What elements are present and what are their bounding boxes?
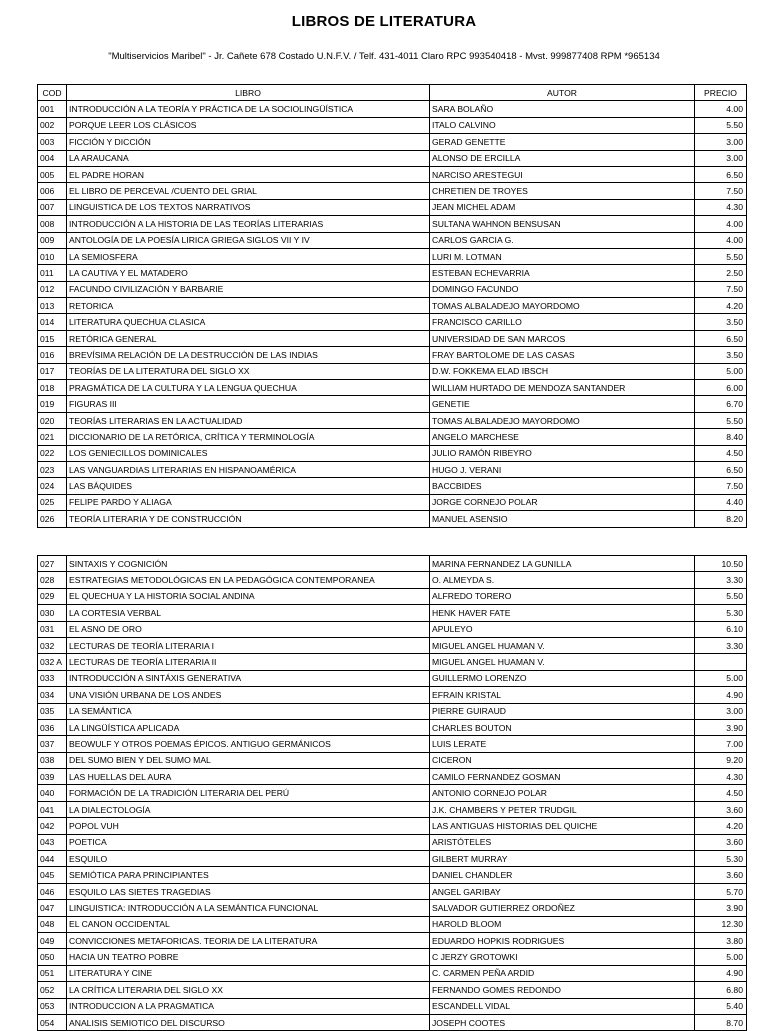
- cell-libro: LAS BÁQUIDES: [67, 478, 430, 494]
- document-title: LIBROS DE LITERATURA: [291, 13, 477, 30]
- cell-autor: C. CARMEN PEÑA ARDID: [430, 965, 695, 981]
- table-row: [38, 461, 747, 477]
- cell-libro: RETÓRICA GENERAL: [67, 330, 430, 346]
- cell-autor: UNIVERSIDAD DE SAN MARCOS: [430, 330, 695, 346]
- table-row: [38, 769, 747, 785]
- cell-libro: LINGUISTICA: INTRODUCCIÓN A LA SEMÁNTICA FUNCIONAL: [67, 900, 430, 916]
- cell-cod: 018: [38, 380, 67, 396]
- cell-precio: 5.00: [695, 949, 747, 965]
- table-row: [38, 588, 747, 604]
- cell-libro: ESQUILO: [67, 851, 430, 867]
- cell-precio: 4.30: [695, 199, 747, 215]
- table-row: [38, 478, 747, 494]
- cell-precio: 3.90: [695, 719, 747, 735]
- cell-libro: FORMACIÓN DE LA TRADICIÓN LITERARIA DEL PERÚ: [67, 785, 430, 801]
- cell-cod: 013: [38, 298, 67, 314]
- cell-precio: 4.00: [695, 101, 747, 117]
- cell-cod: 001: [38, 101, 67, 117]
- cell-libro: TEORÍA LITERARIA Y DE CONSTRUCCIÓN: [67, 511, 430, 527]
- cell-precio: 8.70: [695, 1014, 747, 1030]
- table-row: [38, 637, 747, 653]
- header-autor: AUTOR: [430, 85, 695, 101]
- cell-cod: 030: [38, 605, 67, 621]
- cell-autor: SULTANA WAHNON BENSUSAN: [430, 216, 695, 232]
- cell-autor: BACCBIDES: [430, 478, 695, 494]
- cell-autor: C JERZY GROTOWKI: [430, 949, 695, 965]
- table-row: [38, 670, 747, 686]
- cell-cod: 022: [38, 445, 67, 461]
- cell-precio: 3.60: [695, 834, 747, 850]
- cell-libro: LAS VANGUARDIAS LITERARIAS EN HISPANOAMÉRICA: [67, 461, 430, 477]
- cell-autor: FERNANDO GOMES REDONDO: [430, 982, 695, 998]
- table-row: [38, 785, 747, 801]
- cell-cod: 032 A: [38, 654, 67, 670]
- cell-cod: 040: [38, 785, 67, 801]
- cell-precio: 6.10: [695, 621, 747, 637]
- cell-libro: PRAGMÁTICA DE LA CULTURA Y LA LENGUA QUECHUA: [67, 380, 430, 396]
- cell-cod: 035: [38, 703, 67, 719]
- table-header-row: [38, 85, 747, 101]
- book-table-1-body: [38, 101, 747, 527]
- cell-libro: SINTAXIS Y COGNICIÓN: [67, 556, 430, 572]
- cell-precio: 3.00: [695, 134, 747, 150]
- cell-autor: ARISTÓTELES: [430, 834, 695, 850]
- cell-libro: CONVICCIONES METAFORICAS. TEORIA DE LA LITERATURA: [67, 932, 430, 948]
- cell-precio: 4.40: [695, 494, 747, 510]
- table-row: [38, 654, 747, 670]
- cell-precio: 10.50: [695, 556, 747, 572]
- cell-cod: 049: [38, 932, 67, 948]
- cell-precio: 8.20: [695, 511, 747, 527]
- cell-precio: 4.20: [695, 298, 747, 314]
- cell-precio: 3.80: [695, 932, 747, 948]
- cell-libro: EL QUECHUA Y LA HISTORIA SOCIAL ANDINA: [67, 588, 430, 604]
- cell-autor: ANGELO MARCHESE: [430, 429, 695, 445]
- cell-libro: LINGUISTICA DE LOS TEXTOS NARRATIVOS: [67, 199, 430, 215]
- table-row: [38, 117, 747, 133]
- cell-cod: 031: [38, 621, 67, 637]
- cell-cod: 047: [38, 900, 67, 916]
- cell-libro: TEORÍAS LITERARIAS EN LA ACTUALIDAD: [67, 412, 430, 428]
- cell-cod: 036: [38, 719, 67, 735]
- book-table-2: [37, 555, 747, 1031]
- table-row: [38, 752, 747, 768]
- cell-precio: 5.50: [695, 248, 747, 264]
- cell-autor: CHARLES BOUTON: [430, 719, 695, 735]
- cell-precio: 5.00: [695, 363, 747, 379]
- cell-cod: 020: [38, 412, 67, 428]
- cell-libro: LA SEMÁNTICA: [67, 703, 430, 719]
- cell-cod: 012: [38, 281, 67, 297]
- cell-libro: FIGURAS III: [67, 396, 430, 412]
- table-row: [38, 396, 747, 412]
- book-table-2-body: [38, 556, 747, 1031]
- cell-precio: 5.70: [695, 883, 747, 899]
- table-row: [38, 330, 747, 346]
- cell-precio: 5.50: [695, 412, 747, 428]
- table-row: [38, 380, 747, 396]
- cell-cod: 009: [38, 232, 67, 248]
- cell-cod: 041: [38, 801, 67, 817]
- cell-cod: 010: [38, 248, 67, 264]
- table-row: [38, 298, 747, 314]
- table-row: [38, 818, 747, 834]
- cell-libro: INTRODUCCION A LA PRAGMATICA: [67, 998, 430, 1014]
- table-row: [38, 412, 747, 428]
- cell-libro: ESTRATEGIAS METODOLÓGICAS EN LA PEDAGÓGICA CONTEMPORANEA: [67, 572, 430, 588]
- cell-precio: 4.90: [695, 687, 747, 703]
- cell-autor: MIGUEL ANGEL HUAMAN V.: [430, 654, 695, 670]
- cell-precio: 5.30: [695, 851, 747, 867]
- table-row: [38, 183, 747, 199]
- cell-cod: 002: [38, 117, 67, 133]
- table-row: [38, 572, 747, 588]
- table-row: [38, 801, 747, 817]
- cell-autor: CARLOS GARCIA G.: [430, 232, 695, 248]
- cell-libro: LA CAUTIVA Y EL MATADERO: [67, 265, 430, 281]
- cell-autor: JULIO RAMÓN RIBEYRO: [430, 445, 695, 461]
- cell-libro: UNA VISIÓN URBANA DE LOS ANDES: [67, 687, 430, 703]
- cell-autor: MANUEL ASENSIO: [430, 511, 695, 527]
- table-row: [38, 900, 747, 916]
- cell-precio: 6.50: [695, 330, 747, 346]
- cell-precio: 5.40: [695, 998, 747, 1014]
- cell-precio: 4.20: [695, 818, 747, 834]
- table-row: [38, 834, 747, 850]
- cell-libro: HACIA UN TEATRO POBRE: [67, 949, 430, 965]
- cell-libro: RETORICA: [67, 298, 430, 314]
- header-precio: PRECIO: [695, 85, 747, 101]
- cell-autor: HUGO J. VERANI: [430, 461, 695, 477]
- cell-cod: 032: [38, 637, 67, 653]
- cell-libro: BREVÍSIMA RELACIÓN DE LA DESTRUCCIÓN DE LAS INDIAS: [67, 347, 430, 363]
- cell-autor: CAMILO FERNANDEZ GOSMAN: [430, 769, 695, 785]
- cell-cod: 043: [38, 834, 67, 850]
- cell-cod: 026: [38, 511, 67, 527]
- cell-cod: 046: [38, 883, 67, 899]
- cell-autor: FRANCISCO CARILLO: [430, 314, 695, 330]
- cell-precio: 5.50: [695, 117, 747, 133]
- cell-cod: 045: [38, 867, 67, 883]
- cell-libro: ANALISIS SEMIOTICO DEL DISCURSO: [67, 1014, 430, 1030]
- cell-cod: 034: [38, 687, 67, 703]
- cell-autor: ALFREDO TORERO: [430, 588, 695, 604]
- table-row: [38, 199, 747, 215]
- cell-autor: JORGE CORNEJO POLAR: [430, 494, 695, 510]
- cell-cod: 014: [38, 314, 67, 330]
- cell-cod: 038: [38, 752, 67, 768]
- cell-libro: LA SEMIOSFERA: [67, 248, 430, 264]
- cell-autor: HENK HAVER FATE: [430, 605, 695, 621]
- cell-autor: WILLIAM HURTADO DE MENDOZA SANTANDER: [430, 380, 695, 396]
- cell-precio: 2.50: [695, 265, 747, 281]
- cell-cod: 015: [38, 330, 67, 346]
- table-row: [38, 916, 747, 932]
- cell-libro: LA CRÍTICA LITERARIA DEL SIGLO XX: [67, 982, 430, 998]
- cell-autor: LURI M. LOTMAN: [430, 248, 695, 264]
- cell-precio: 3.50: [695, 347, 747, 363]
- cell-cod: 005: [38, 166, 67, 182]
- cell-precio: 4.00: [695, 232, 747, 248]
- cell-precio: 7.50: [695, 281, 747, 297]
- cell-libro: FELIPE PARDO Y ALIAGA: [67, 494, 430, 510]
- cell-precio: 5.00: [695, 670, 747, 686]
- table-row: [38, 265, 747, 281]
- cell-autor: FRAY BARTOLOME DE LAS CASAS: [430, 347, 695, 363]
- cell-autor: ALONSO DE ERCILLA: [430, 150, 695, 166]
- cell-autor: EDUARDO HOPKIS RODRIGUES: [430, 932, 695, 948]
- table-row: [38, 363, 747, 379]
- cell-precio: 5.50: [695, 588, 747, 604]
- table-row: [38, 314, 747, 330]
- cell-libro: LAS HUELLAS DEL AURA: [67, 769, 430, 785]
- cell-libro: LECTURAS DE TEORÍA LITERARIA I: [67, 637, 430, 653]
- cell-libro: EL LIBRO DE PERCEVAL /CUENTO DEL GRIAL: [67, 183, 430, 199]
- cell-autor: CICERON: [430, 752, 695, 768]
- table-row: [38, 429, 747, 445]
- table-row: [38, 867, 747, 883]
- store-info: "Multiservicios Maribel" - Jr. Cañete 678 Costado U.N.F.V. / Telf. 431-4011 Claro RPC 993540418 - Mvst. 999877408 RPM *965134: [108, 51, 660, 62]
- cell-cod: 051: [38, 965, 67, 981]
- cell-precio: 4.30: [695, 769, 747, 785]
- cell-libro: INTRODUCCIÓN A LA HISTORIA DE LAS TEORÍAS LITERARIAS: [67, 216, 430, 232]
- cell-libro: LECTURAS DE TEORÍA LITERARIA II: [67, 654, 430, 670]
- cell-precio: 4.50: [695, 445, 747, 461]
- cell-libro: LITERATURA Y CINE: [67, 965, 430, 981]
- cell-libro: LA DIALECTOLOGÍA: [67, 801, 430, 817]
- cell-precio: 6.00: [695, 380, 747, 396]
- cell-precio: 7.50: [695, 183, 747, 199]
- cell-cod: 011: [38, 265, 67, 281]
- cell-autor: O. ALMEYDA S.: [430, 572, 695, 588]
- cell-libro: FACUNDO CIVILIZACIÓN Y BARBARIE: [67, 281, 430, 297]
- cell-cod: 024: [38, 478, 67, 494]
- cell-autor: LAS ANTIGUAS HISTORIAS DEL QUICHE: [430, 818, 695, 834]
- cell-cod: 054: [38, 1014, 67, 1030]
- cell-precio: 3.30: [695, 572, 747, 588]
- cell-autor: ESTEBAN ECHEVARRIA: [430, 265, 695, 281]
- cell-autor: DANIEL CHANDLER: [430, 867, 695, 883]
- cell-precio: 9.20: [695, 752, 747, 768]
- cell-precio: 7.50: [695, 478, 747, 494]
- cell-autor: D.W. FOKKEMA ELAD IBSCH: [430, 363, 695, 379]
- cell-cod: 021: [38, 429, 67, 445]
- cell-libro: EL ASNO DE ORO: [67, 621, 430, 637]
- cell-libro: ESQUILO LAS SIETES TRAGEDIAS: [67, 883, 430, 899]
- cell-precio: 6.70: [695, 396, 747, 412]
- cell-autor: TOMAS ALBALADEJO MAYORDOMO: [430, 298, 695, 314]
- cell-libro: INTRODUCCIÓN A SINTÁXIS GENERATIVA: [67, 670, 430, 686]
- cell-autor: GILBERT MURRAY: [430, 851, 695, 867]
- cell-autor: SALVADOR GUTIERREZ ORDOÑEZ: [430, 900, 695, 916]
- cell-libro: LA CORTESIA VERBAL: [67, 605, 430, 621]
- table-row: [38, 949, 747, 965]
- table-row: [38, 166, 747, 182]
- table-row: [38, 703, 747, 719]
- cell-libro: FICCIÓN Y DICCIÓN: [67, 134, 430, 150]
- table-row: [38, 719, 747, 735]
- cell-autor: JOSEPH COOTES: [430, 1014, 695, 1030]
- cell-autor: MIGUEL ANGEL HUAMAN V.: [430, 637, 695, 653]
- table-row: [38, 932, 747, 948]
- cell-cod: 050: [38, 949, 67, 965]
- cell-autor: CHRETIEN DE TROYES: [430, 183, 695, 199]
- cell-cod: 029: [38, 588, 67, 604]
- cell-autor: NARCISO ARESTEGUI: [430, 166, 695, 182]
- cell-libro: LA ARAUCANA: [67, 150, 430, 166]
- table-row: [38, 347, 747, 363]
- table-row: [38, 248, 747, 264]
- cell-cod: 003: [38, 134, 67, 150]
- cell-autor: MARINA FERNANDEZ LA GUNILLA: [430, 556, 695, 572]
- table-row: [38, 736, 747, 752]
- cell-autor: HAROLD BLOOM: [430, 916, 695, 932]
- table-row: [38, 101, 747, 117]
- cell-precio: 6.80: [695, 982, 747, 998]
- table-row: [38, 687, 747, 703]
- cell-cod: 025: [38, 494, 67, 510]
- cell-cod: 008: [38, 216, 67, 232]
- cell-precio: 6.50: [695, 461, 747, 477]
- cell-precio: 7.00: [695, 736, 747, 752]
- cell-libro: SEMIÓTICA PARA PRINCIPIANTES: [67, 867, 430, 883]
- cell-precio: 3.60: [695, 867, 747, 883]
- cell-autor: DOMINGO FACUNDO: [430, 281, 695, 297]
- cell-cod: 019: [38, 396, 67, 412]
- table-row: [38, 511, 747, 527]
- cell-cod: 042: [38, 818, 67, 834]
- table-row: [38, 281, 747, 297]
- cell-libro: POPOL VUH: [67, 818, 430, 834]
- cell-cod: 053: [38, 998, 67, 1014]
- cell-precio: 3.60: [695, 801, 747, 817]
- cell-libro: BEOWULF Y OTROS POEMAS ÉPICOS. ANTIGUO GERMÁNICOS: [67, 736, 430, 752]
- cell-precio: [695, 654, 747, 670]
- cell-precio: 3.30: [695, 637, 747, 653]
- cell-precio: 5.30: [695, 605, 747, 621]
- cell-autor: ANTONIO CORNEJO POLAR: [430, 785, 695, 801]
- cell-libro: DICCIONARIO DE LA RETÓRICA, CRÍTICA Y TERMINOLOGÍA: [67, 429, 430, 445]
- table-row: [38, 621, 747, 637]
- cell-cod: 023: [38, 461, 67, 477]
- cell-libro: DEL SUMO BIEN Y DEL SUMO MAL: [67, 752, 430, 768]
- cell-cod: 017: [38, 363, 67, 379]
- cell-cod: 016: [38, 347, 67, 363]
- cell-autor: PIERRE GUIRAUD: [430, 703, 695, 719]
- cell-cod: 007: [38, 199, 67, 215]
- cell-precio: 3.00: [695, 703, 747, 719]
- cell-libro: LA LINGÜÍSTICA APLICADA: [67, 719, 430, 735]
- cell-autor: TOMAS ALBALADEJO MAYORDOMO: [430, 412, 695, 428]
- header-cod: COD: [38, 85, 67, 101]
- cell-libro: EL PADRE HORAN: [67, 166, 430, 182]
- cell-precio: 3.00: [695, 150, 747, 166]
- cell-autor: GENETIE: [430, 396, 695, 412]
- cell-autor: APULEYO: [430, 621, 695, 637]
- cell-cod: 048: [38, 916, 67, 932]
- cell-cod: 006: [38, 183, 67, 199]
- cell-precio: 4.50: [695, 785, 747, 801]
- cell-precio: 6.50: [695, 166, 747, 182]
- cell-cod: 039: [38, 769, 67, 785]
- table-row: [38, 150, 747, 166]
- table-row: [38, 1014, 747, 1030]
- cell-libro: POETICA: [67, 834, 430, 850]
- cell-precio: 4.90: [695, 965, 747, 981]
- cell-autor: SARA BOLAÑO: [430, 101, 695, 117]
- cell-autor: J.K. CHAMBERS Y PETER TRUDGIL: [430, 801, 695, 817]
- cell-precio: 4.00: [695, 216, 747, 232]
- cell-autor: ITALO CALVINO: [430, 117, 695, 133]
- table-row: [38, 982, 747, 998]
- cell-cod: 044: [38, 851, 67, 867]
- cell-autor: GUILLERMO LORENZO: [430, 670, 695, 686]
- cell-precio: 12.30: [695, 916, 747, 932]
- table-row: [38, 556, 747, 572]
- cell-cod: 027: [38, 556, 67, 572]
- cell-precio: 3.50: [695, 314, 747, 330]
- table-row: [38, 445, 747, 461]
- table-row: [38, 998, 747, 1014]
- book-table-1: [37, 84, 747, 528]
- cell-libro: LITERATURA QUECHUA CLASICA: [67, 314, 430, 330]
- table-row: [38, 216, 747, 232]
- cell-cod: 033: [38, 670, 67, 686]
- cell-autor: ANGEL GARIBAY: [430, 883, 695, 899]
- table-row: [38, 494, 747, 510]
- table-row: [38, 134, 747, 150]
- cell-cod: 028: [38, 572, 67, 588]
- cell-libro: TEORÍAS DE LA LITERATURA DEL SIGLO XX: [67, 363, 430, 379]
- cell-libro: INTRODUCCIÓN A LA TEORÍA Y PRÁCTICA DE LA SOCIOLINGÜÍSTICA: [67, 101, 430, 117]
- cell-autor: EFRAIN KRISTAL: [430, 687, 695, 703]
- cell-autor: GERAD GENETTE: [430, 134, 695, 150]
- cell-cod: 004: [38, 150, 67, 166]
- table-row: [38, 232, 747, 248]
- table-row: [38, 851, 747, 867]
- cell-precio: 8.40: [695, 429, 747, 445]
- cell-precio: 3.90: [695, 900, 747, 916]
- table-row: [38, 605, 747, 621]
- cell-cod: 052: [38, 982, 67, 998]
- table-row: [38, 965, 747, 981]
- cell-cod: 037: [38, 736, 67, 752]
- cell-libro: LOS GENIECILLOS DOMINICALES: [67, 445, 430, 461]
- cell-autor: ESCANDELL VIDAL: [430, 998, 695, 1014]
- cell-libro: EL CANON OCCIDENTAL: [67, 916, 430, 932]
- cell-autor: JEAN MICHEL ADAM: [430, 199, 695, 215]
- cell-libro: ANTOLOGÍA DE LA POESÍA LIRICA GRIEGA SIGLOS VII Y IV: [67, 232, 430, 248]
- header-libro: LIBRO: [67, 85, 430, 101]
- cell-autor: LUIS LERATE: [430, 736, 695, 752]
- cell-libro: PORQUE LEER LOS CLÁSICOS: [67, 117, 430, 133]
- table-row: [38, 883, 747, 899]
